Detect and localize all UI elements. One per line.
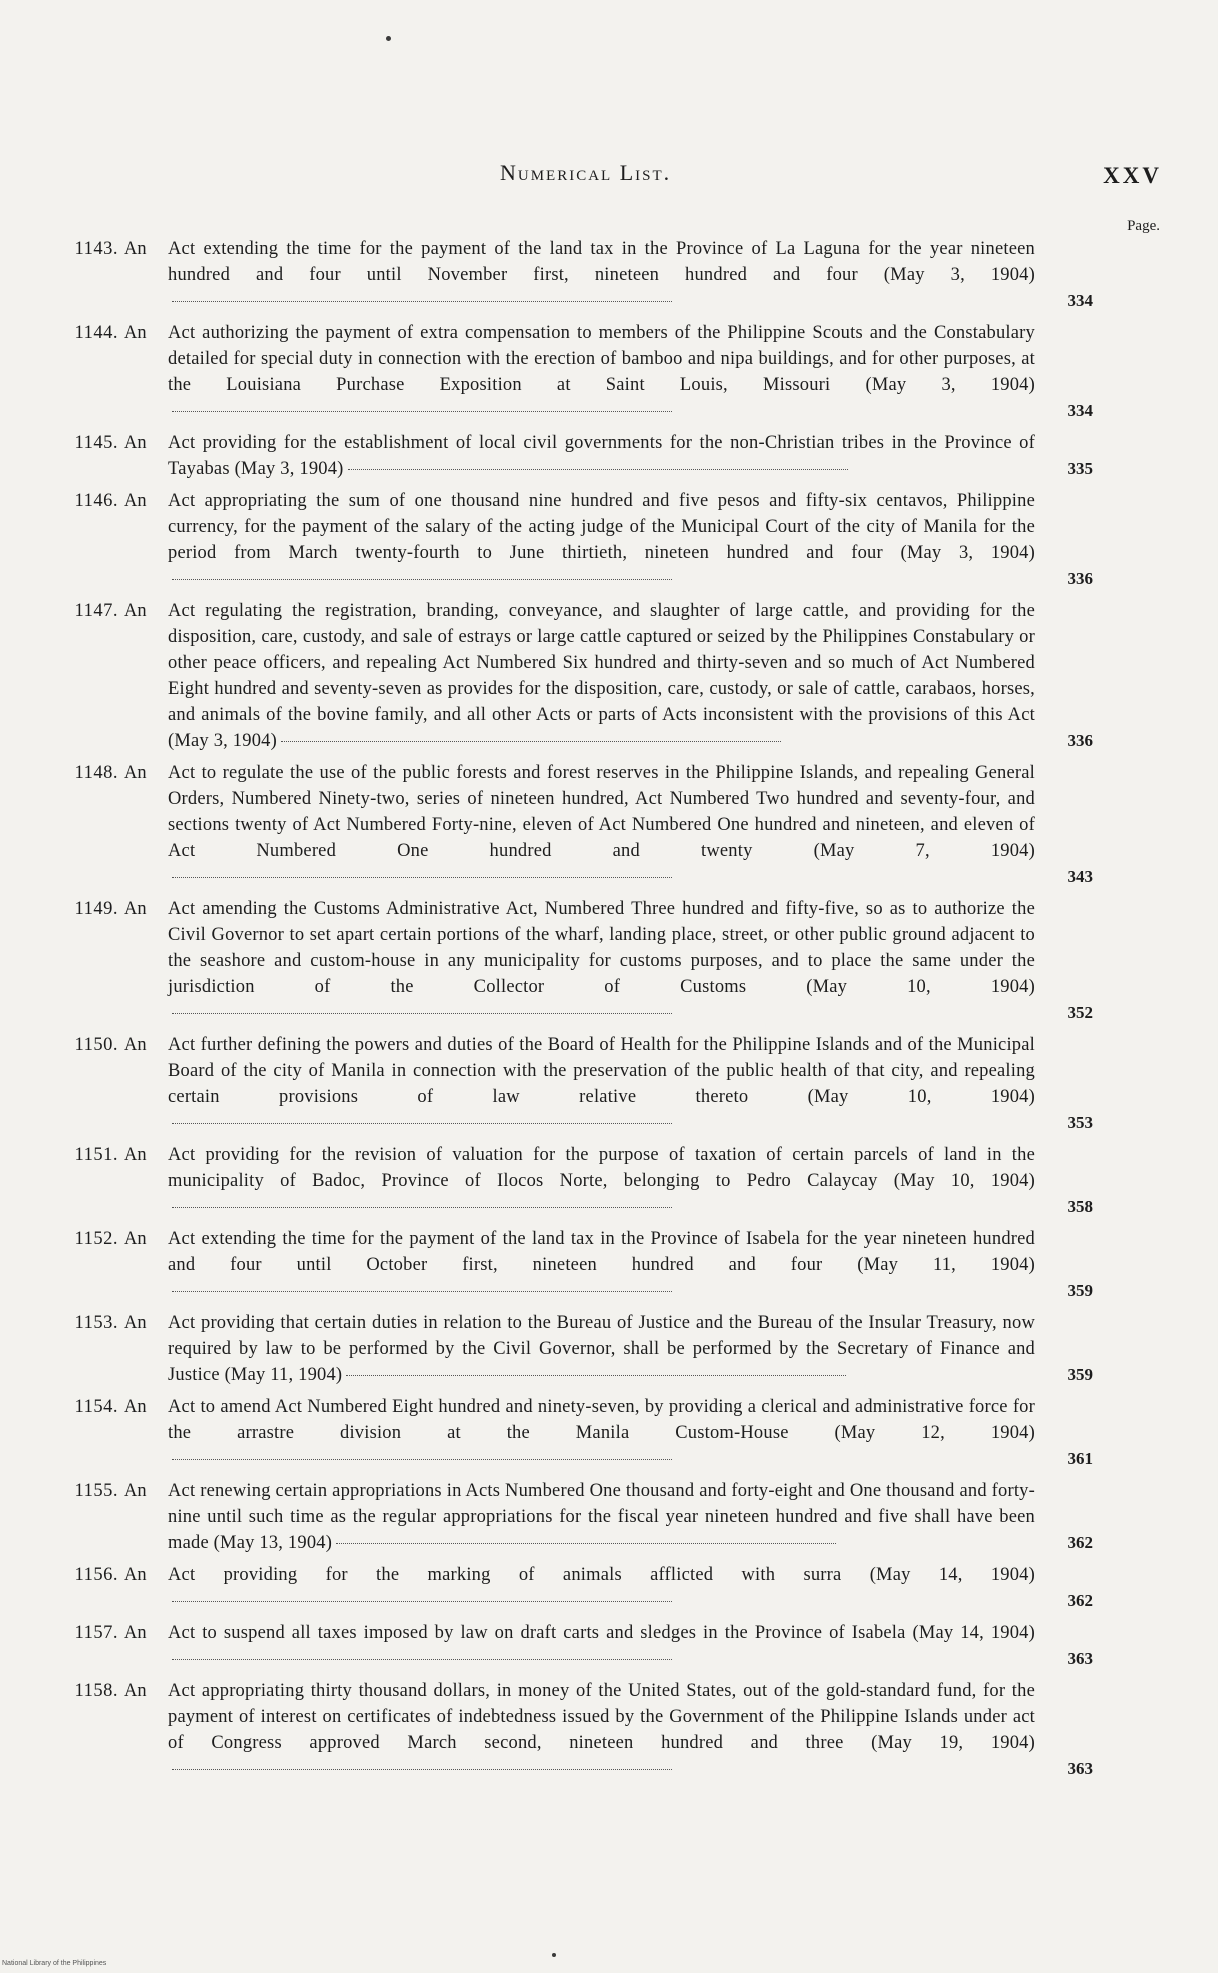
page-reference: 359 <box>1067 1365 1093 1384</box>
page-number: XXV <box>1103 163 1162 188</box>
list-item <box>56 1620 1093 1672</box>
page-reference: 358 <box>1067 1197 1093 1216</box>
entry-prefix: An <box>124 1681 147 1701</box>
page-reference: 362 <box>1067 1591 1093 1610</box>
act-number: 1153. <box>74 1313 118 1333</box>
entry-prefix: An <box>124 1397 147 1417</box>
act-number: 1146. <box>74 491 118 511</box>
entry-prefix: An <box>124 433 147 453</box>
entry-prefix: An <box>124 763 147 783</box>
dot-leader <box>281 740 781 742</box>
list-item <box>56 430 1093 482</box>
act-description: Act providing for the establishment of local civil governments for the non-Christian tribes in the Province of Tayabas (May 3, 1904) <box>168 433 1035 479</box>
list-item <box>56 320 1093 424</box>
dot-leader <box>172 1290 672 1292</box>
list-item <box>56 1678 1093 1782</box>
act-description: Act providing for the marking of animals afflicted with surra (May 14, 1904) <box>168 1565 1035 1585</box>
entry-prefix: An <box>124 1035 147 1055</box>
list-item <box>56 1032 1093 1136</box>
act-description: Act providing that certain duties in relation to the Bureau of Justice and the Bureau of the Insular Treasury, now required by law to be performed by the Civil Governor, shall be performed by the Secretary of Finance and Justice (May 11, 1904) <box>168 1313 1035 1385</box>
page-reference: 362 <box>1067 1533 1093 1552</box>
act-number: 1152. <box>74 1229 118 1249</box>
dot-leader <box>336 1542 836 1544</box>
entry-prefix: An <box>124 1229 147 1249</box>
page-reference: 336 <box>1067 731 1093 750</box>
act-number: 1150. <box>74 1035 118 1055</box>
act-number: 1157. <box>74 1623 118 1643</box>
page-reference: 352 <box>1067 1003 1093 1022</box>
entry-prefix: An <box>124 601 147 621</box>
act-number: 1149. <box>74 899 118 919</box>
page-reference: 363 <box>1067 1759 1093 1778</box>
page-reference: 334 <box>1067 291 1093 310</box>
act-description: Act extending the time for the payment of the land tax in the Province of Isabela for the year nineteen hundred and four until October first, nineteen hundred and four (May 11, 1904) <box>168 1229 1035 1275</box>
dot-leader <box>172 1206 672 1208</box>
act-description: Act regulating the registration, branding, conveyance, and slaughter of large cattle, and providing for the disposition, care, custody, and sale of estrays or large cattle captured or seized by the Philippines Constabulary or other peace officers, and repealing Act Numbered Six hundred and thirty-seven and so much of Act Numbered Eight hundred and seventy-seven as provides for the disposition, care, custody, or sale of cattle, carabaos, horses, and animals of the bovine family, and all other Acts or parts of Acts inconsistent with the provisions of this Act (May 3, 1904) <box>168 601 1035 751</box>
dot-leader <box>348 468 848 470</box>
dot-leader <box>172 1012 672 1014</box>
page-reference: 359 <box>1067 1281 1093 1300</box>
act-number: 1148. <box>74 763 118 783</box>
entry-prefix: An <box>124 1313 147 1333</box>
entry-prefix: An <box>124 1623 147 1643</box>
entry-prefix: An <box>124 899 147 919</box>
dot-leader <box>172 410 672 412</box>
dot-leader <box>172 1768 672 1770</box>
act-number: 1158. <box>74 1681 118 1701</box>
entry-prefix: An <box>124 491 147 511</box>
entry-prefix: An <box>124 239 147 259</box>
list-item <box>56 1562 1093 1614</box>
list-item <box>56 488 1093 592</box>
page-reference: 361 <box>1067 1449 1093 1468</box>
act-description: Act to amend Act Numbered Eight hundred and ninety-seven, by providing a clerical and administrative force for the arrastre division at the Manila Custom-House (May 12, 1904) <box>168 1397 1035 1443</box>
list-item <box>56 1394 1093 1472</box>
list-item <box>56 598 1093 754</box>
list-item <box>56 1142 1093 1220</box>
dot-leader <box>172 578 672 580</box>
page-column-label: Page. <box>1127 218 1160 234</box>
act-description: Act to suspend all taxes imposed by law on draft carts and sledges in the Province of Isabela (May 14, 1904) <box>168 1623 1035 1643</box>
act-description: Act providing for the revision of valuation for the purpose of taxation of certain parcels of land in the municipality of Badoc, Province of Ilocos Norte, belonging to Pedro Calaycay (May 10, 1904) <box>168 1145 1035 1191</box>
act-description: Act further defining the powers and duties of the Board of Health for the Philippine Islands and of the Municipal Board of the city of Manila in connection with the preservation of the public health of that city, and repealing certain provisions of law relative thereto (May 10, 1904) <box>168 1035 1035 1107</box>
page-reference: 336 <box>1067 569 1093 588</box>
act-number: 1151. <box>74 1145 118 1165</box>
page-reference: 353 <box>1067 1113 1093 1132</box>
list-item <box>56 896 1093 1026</box>
ink-speck <box>386 36 391 41</box>
dot-leader <box>172 300 672 302</box>
scan-footer: National Library of the Philippines <box>2 1960 107 1967</box>
act-number: 1155. <box>74 1481 118 1501</box>
dot-leader <box>346 1374 846 1376</box>
act-number: 1144. <box>74 323 118 343</box>
act-description: Act extending the time for the payment of the land tax in the Province of La Laguna for the year nineteen hundred and four until November first, nineteen hundred and four (May 3, 1904) <box>168 239 1035 285</box>
act-description: Act appropriating thirty thousand dollars, in money of the United States, out of the gold-standard fund, for the payment of interest on certificates of indebtedness issued by the Government of the Philippine Islands under act of Congress approved March second, nineteen hundred and three (May 19, 1904) <box>168 1681 1035 1753</box>
act-number: 1145. <box>74 433 118 453</box>
entry-prefix: An <box>124 1481 147 1501</box>
dot-leader <box>172 1600 672 1602</box>
list-item <box>56 236 1093 314</box>
act-number: 1154. <box>74 1397 118 1417</box>
list-item <box>56 1226 1093 1304</box>
act-description: Act appropriating the sum of one thousand nine hundred and five pesos and fifty-six centavos, Philippine currency, for the payment of the salary of the acting judge of the Municipal Court of the city of Manila for the period from March twenty-fourth to June thirtieth, nineteen hundred and four (May 3, 1904) <box>168 491 1035 563</box>
act-number: 1143. <box>74 239 118 259</box>
dot-leader <box>172 876 672 878</box>
list-item <box>56 1478 1093 1556</box>
dot-leader <box>172 1122 672 1124</box>
entry-prefix: An <box>124 323 147 343</box>
dot-leader <box>172 1458 672 1460</box>
page-reference: 334 <box>1067 401 1093 420</box>
page-title: Numerical List. <box>500 160 672 185</box>
act-number: 1156. <box>74 1565 118 1585</box>
act-description: Act renewing certain appropriations in Acts Numbered One thousand and forty-eight and One thousand and forty-nine until such time as the regular appropriations for the fiscal year nineteen hundred and five shall have been made (May 13, 1904) <box>168 1481 1035 1553</box>
list-item <box>56 760 1093 890</box>
act-description: Act amending the Customs Administrative Act, Numbered Three hundred and fifty-five, so as to authorize the Civil Governor to set apart certain portions of the wharf, landing place, street, or other public ground adjacent to the seashore and custom-house in any municipality for customs purposes, and to place the same under the jurisdiction of the Collector of Customs (May 10, 1904) <box>168 899 1035 997</box>
page-reference: 343 <box>1067 867 1093 886</box>
entry-prefix: An <box>124 1565 147 1585</box>
act-description: Act authorizing the payment of extra compensation to members of the Philippine Scouts and the Constabulary detailed for special duty in connection with the erection of bamboo and nipa buildings, and for other purposes, at the Louisiana Purchase Exposition at Saint Louis, Missouri (May 3, 1904) <box>168 323 1035 395</box>
entry-prefix: An <box>124 1145 147 1165</box>
page-reference: 335 <box>1067 459 1093 478</box>
act-number: 1147. <box>74 601 118 621</box>
dot-leader <box>172 1658 672 1660</box>
list-item <box>56 1310 1093 1388</box>
numerical-list <box>56 236 1093 1788</box>
ink-speck <box>552 1953 556 1957</box>
act-description: Act to regulate the use of the public forests and forest reserves in the Philippine Islands, and repealing General Orders, Numbered Ninety-two, series of nineteen hundred, Act Numbered Two hundred and seventy-four, and sections twenty of Act Numbered Forty-nine, eleven of Act Numbered One hundred and nineteen, and eleven of Act Numbered One hundred and twenty (May 7, 1904) <box>168 763 1035 861</box>
page-reference: 363 <box>1067 1649 1093 1668</box>
